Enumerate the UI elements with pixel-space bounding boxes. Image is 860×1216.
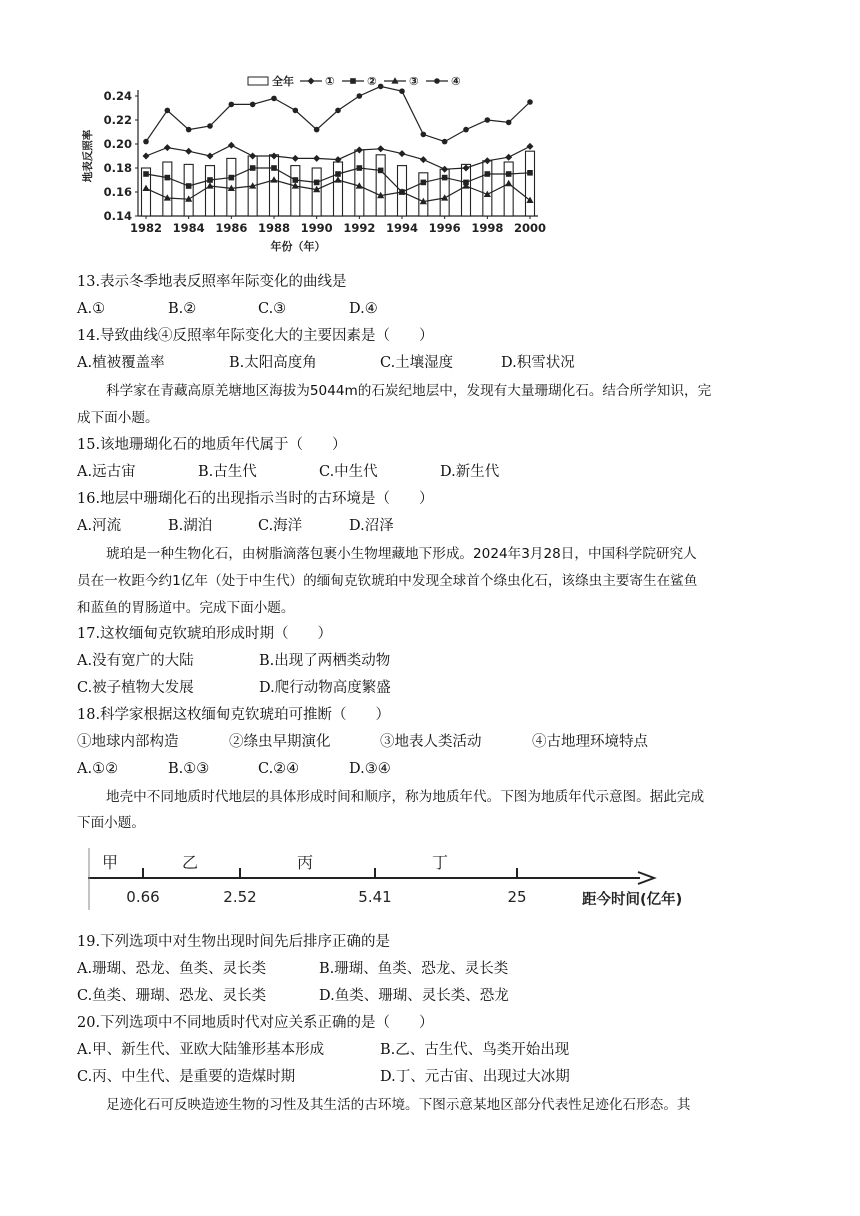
geologic-timeline	[80, 840, 720, 920]
series-point	[485, 171, 491, 177]
q19-stem: 19.下列选项中对生物出现时间先后排序正确的是	[77, 934, 391, 950]
series-point	[250, 165, 256, 171]
bar-annual	[163, 162, 172, 216]
passage2-line3: 和蓝鱼的胃肠道中。完成下面小题。	[77, 600, 295, 616]
series-point	[378, 84, 384, 90]
q20-option-b[interactable]: B.乙、古生代、鸟类开始出现	[380, 1042, 570, 1058]
bar-annual	[483, 161, 492, 216]
series-point	[357, 93, 363, 99]
series-point	[165, 175, 171, 181]
albedo-chart	[78, 68, 548, 263]
series-point	[506, 120, 512, 126]
q15-option-b[interactable]: B.古生代	[198, 464, 257, 480]
series-point	[271, 165, 277, 171]
q19-option-a[interactable]: A.珊瑚、恐龙、鱼类、灵长类	[77, 961, 267, 977]
series-point	[164, 144, 171, 151]
x-tick-label: 1992	[343, 221, 376, 235]
q14-option-d[interactable]: D.积雪状况	[501, 355, 575, 371]
q18-option-a[interactable]: A.①②	[77, 761, 119, 777]
x-tick-label: 1982	[129, 221, 163, 235]
q14-stem: 14.导致曲线④反照率年际变化大的主要因素是（ ）	[77, 328, 434, 344]
q16-option-b[interactable]: B.湖泊	[168, 518, 213, 534]
timeline-tick-label: 2.52	[223, 888, 257, 906]
q20-option-c[interactable]: C.丙、中生代、是重要的造煤时期	[77, 1069, 296, 1085]
series-point	[143, 153, 150, 160]
series-point	[527, 170, 533, 176]
q17-stem: 17.这枚缅甸克钦琥珀形成时期（ ）	[77, 626, 333, 642]
series-point	[186, 127, 192, 133]
series-point	[335, 108, 341, 114]
q15-option-c[interactable]: C.中生代	[319, 464, 378, 480]
series-point	[229, 175, 235, 181]
q20-option-d[interactable]: D.丁、元古宙、出现过大冰期	[380, 1069, 570, 1085]
q15-option-d[interactable]: D.新生代	[440, 464, 500, 480]
bar-annual	[462, 164, 471, 216]
series-point	[335, 171, 341, 177]
series-point	[442, 175, 448, 181]
series-point	[506, 171, 512, 177]
bar-annual	[270, 155, 279, 216]
bar-annual	[184, 164, 193, 216]
y-tick-label: 0.20	[103, 137, 132, 151]
legend-marker	[350, 78, 356, 84]
q17-option-b[interactable]: B.出现了两栖类动物	[259, 653, 391, 669]
timeline-era-label: 乙	[181, 853, 199, 872]
q15-option-a[interactable]: A.远古宙	[77, 464, 136, 480]
q16-option-d[interactable]: D.沼泽	[349, 518, 394, 534]
q19-option-d[interactable]: D.鱼类、珊瑚、灵长类、恐龙	[319, 988, 509, 1004]
x-axis-label: 年份（年）	[270, 240, 326, 253]
q14-option-a[interactable]: A.植被覆盖率	[77, 355, 165, 371]
series-point	[207, 177, 213, 183]
x-tick-label: 1996	[428, 221, 461, 235]
series-point	[313, 155, 320, 162]
series-point	[463, 127, 469, 133]
q14-option-b[interactable]: B.太阳高度角	[229, 355, 317, 371]
series-point	[357, 165, 363, 171]
x-tick-label: 1986	[215, 221, 248, 235]
bar-annual	[504, 162, 513, 216]
legend-label: ①	[325, 74, 335, 88]
x-tick-label: 2000	[513, 221, 547, 235]
passage2-line2: 员在一枚距今约1亿年（处于中生代）的缅甸克钦琥珀中发现全球首个绦虫化石，该绦虫主要寄生在鲨鱼	[77, 573, 698, 589]
bar-annual	[334, 162, 343, 216]
bar-annual	[291, 166, 300, 216]
y-tick-label: 0.14	[103, 209, 132, 223]
q19-option-c[interactable]: C.鱼类、珊瑚、恐龙、灵长类	[77, 988, 267, 1004]
series-point	[143, 139, 149, 145]
legend-marker	[308, 78, 315, 85]
q18-stem: 18.科学家根据这枚缅甸克钦琥珀可推断（ ）	[77, 707, 391, 723]
timeline-era-label: 丁	[431, 853, 449, 872]
q16-stem: 16.地层中珊瑚化石的出现指示当时的古环境是（ ）	[77, 491, 434, 507]
timeline-tick-label: 25	[507, 888, 527, 906]
series-point	[420, 156, 427, 163]
bar-annual	[419, 173, 428, 216]
series-point	[527, 143, 534, 150]
legend-swatch-annual	[248, 77, 268, 85]
q13-option-c[interactable]: C.③	[258, 301, 287, 317]
series-point	[143, 171, 149, 177]
q13-option-d[interactable]: D.④	[349, 301, 378, 317]
q17-option-c[interactable]: C.被子植物大发展	[77, 680, 194, 696]
q18-option-b[interactable]: B.①③	[168, 761, 210, 777]
q18-option-c[interactable]: C.②④	[258, 761, 300, 777]
series-point	[185, 148, 192, 155]
series-point	[292, 155, 299, 162]
series-point	[421, 180, 427, 186]
q18-item-2: ②绦虫早期演化	[229, 734, 331, 750]
q19-option-b[interactable]: B.珊瑚、鱼类、恐龙、灵长类	[319, 961, 509, 977]
series-point	[527, 99, 533, 105]
x-tick-label: 1984	[172, 221, 205, 235]
q15-stem: 15.该地珊瑚化石的地质年代属于（ ）	[77, 437, 347, 453]
q18-option-d[interactable]: D.③④	[349, 761, 391, 777]
q14-option-c[interactable]: C.土壤湿度	[380, 355, 454, 371]
series-point	[485, 117, 491, 123]
bar-annual	[206, 166, 215, 216]
q13-option-a[interactable]: A.①	[77, 301, 106, 317]
legend-label: ③	[409, 74, 419, 88]
x-tick-label: 1988	[257, 221, 291, 235]
passage4-line1: 足迹化石可反映造迹生物的习性及其生活的古环境。下图示意某地区部分代表性足迹化石形态。其	[106, 1097, 691, 1113]
timeline-era-label: 丙	[296, 853, 314, 872]
series-point	[293, 108, 299, 114]
x-tick-label: 1998	[471, 221, 504, 235]
legend-label: ②	[367, 74, 377, 88]
series-point	[314, 180, 320, 186]
q18-item-1: ①地球内部构造	[77, 734, 179, 750]
series-point	[228, 142, 235, 149]
q20-option-a[interactable]: A.甲、新生代、亚欧大陆雏形基本形成	[77, 1042, 325, 1058]
legend-marker	[434, 78, 440, 84]
y-tick-label: 0.18	[103, 161, 132, 175]
series-point	[186, 183, 192, 189]
passage2-line1: 琥珀是一种生物化石，由树脂滴落包裹小生物埋藏地下形成。2024年3月28日，中国科学院研究人	[106, 546, 697, 562]
bar-annual	[526, 151, 535, 216]
series-point	[293, 177, 299, 183]
q17-option-d[interactable]: D.爬行动物高度繁盛	[259, 680, 391, 696]
series-point	[505, 154, 512, 161]
legend-label: ④	[451, 74, 461, 88]
q18-item-4: ④古地理环境特点	[532, 734, 648, 750]
q13-option-b[interactable]: B.②	[168, 301, 197, 317]
series-point	[421, 132, 427, 138]
series-point	[314, 127, 320, 133]
series-point	[165, 108, 171, 114]
q18-item-3: ③地表人类活动	[380, 734, 482, 750]
series-point	[250, 102, 256, 108]
y-tick-label: 0.24	[103, 89, 132, 103]
timeline-axis-label: 距今时间(亿年)	[582, 892, 683, 908]
y-axis-label: 地表反照率	[82, 129, 94, 183]
passage1-line2: 成下面小题。	[77, 410, 159, 426]
y-tick-label: 0.16	[103, 185, 132, 199]
series-point	[378, 168, 384, 174]
series-point	[377, 145, 384, 152]
timeline-tick-label: 5.41	[358, 888, 392, 906]
passage3-line2: 下面小题。	[77, 815, 145, 831]
series-point	[271, 96, 277, 102]
series-point	[207, 153, 214, 160]
q16-option-a[interactable]: A.河流	[77, 518, 122, 534]
series-point	[207, 123, 213, 129]
legend-label-annual: 全年	[272, 75, 294, 88]
timeline-tick-label: 0.66	[126, 888, 160, 906]
series-point	[442, 139, 448, 145]
passage1-line1: 科学家在青藏高原羌塘地区海拔为5044m的石炭纪地层中，发现有大量珊瑚化石。结合所学知识，完	[106, 383, 712, 399]
passage3-line1: 地壳中不同地质时代地层的具体形成时间和顺序，称为地质年代。下图为地质年代示意图。据此完成	[106, 789, 705, 805]
bar-annual	[376, 155, 385, 216]
series-point	[399, 150, 406, 157]
x-tick-label: 1994	[385, 221, 419, 235]
timeline-arrow	[638, 872, 654, 884]
x-tick-label: 1990	[300, 221, 333, 235]
series-line	[146, 86, 530, 141]
series-point	[399, 88, 405, 94]
q17-option-a[interactable]: A.没有宽广的大陆	[77, 653, 194, 669]
y-tick-label: 0.22	[103, 113, 132, 127]
q20-stem: 20.下列选项中不同地质时代对应关系正确的是（ ）	[77, 1015, 434, 1031]
timeline-era-label: 甲	[101, 853, 119, 872]
q13-stem: 13.表示冬季地表反照率年际变化的曲线是	[77, 274, 347, 290]
q16-option-c[interactable]: C.海洋	[258, 518, 303, 534]
legend-marker	[391, 77, 398, 83]
series-point	[229, 102, 235, 108]
